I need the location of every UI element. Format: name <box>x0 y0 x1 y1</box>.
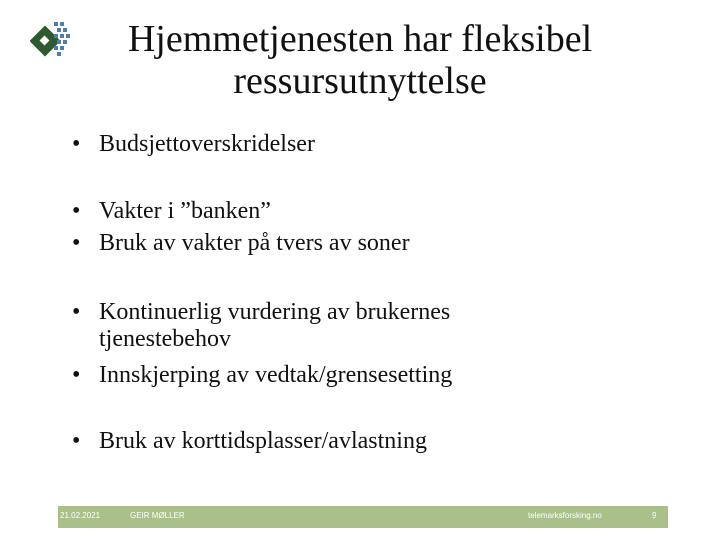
footer-website: telemarksforsking.no <box>528 511 602 520</box>
bullet-item: • Bruk av vakter på tvers av soner <box>72 230 672 257</box>
slide-title-line-1: Hjemmetjenesten har fleksibel <box>127 18 593 60</box>
footer-date: 21.02.2021 <box>60 511 101 520</box>
telemarksforsking-logo-icon <box>30 18 72 62</box>
bullet-item: • Vakter i ”banken” <box>72 198 672 225</box>
bullet-item: • Innskjerping av vedtak/grensesetting <box>72 362 672 389</box>
slide-title <box>90 18 630 102</box>
bullet-item: • Bruk av korttidsplasser/avlastning <box>72 428 672 455</box>
footer-bar <box>58 506 668 528</box>
footer-author: GEIR MØLLER <box>130 511 185 520</box>
slide-title-line-2: ressursutnyttelse <box>233 60 487 102</box>
footer-page-number: 9 <box>652 511 657 520</box>
bullet-item: • Kontinuerlig vurdering av brukernes tjenestebehov <box>72 299 542 353</box>
bullet-item: • Budsjettoverskridelser <box>72 131 672 158</box>
